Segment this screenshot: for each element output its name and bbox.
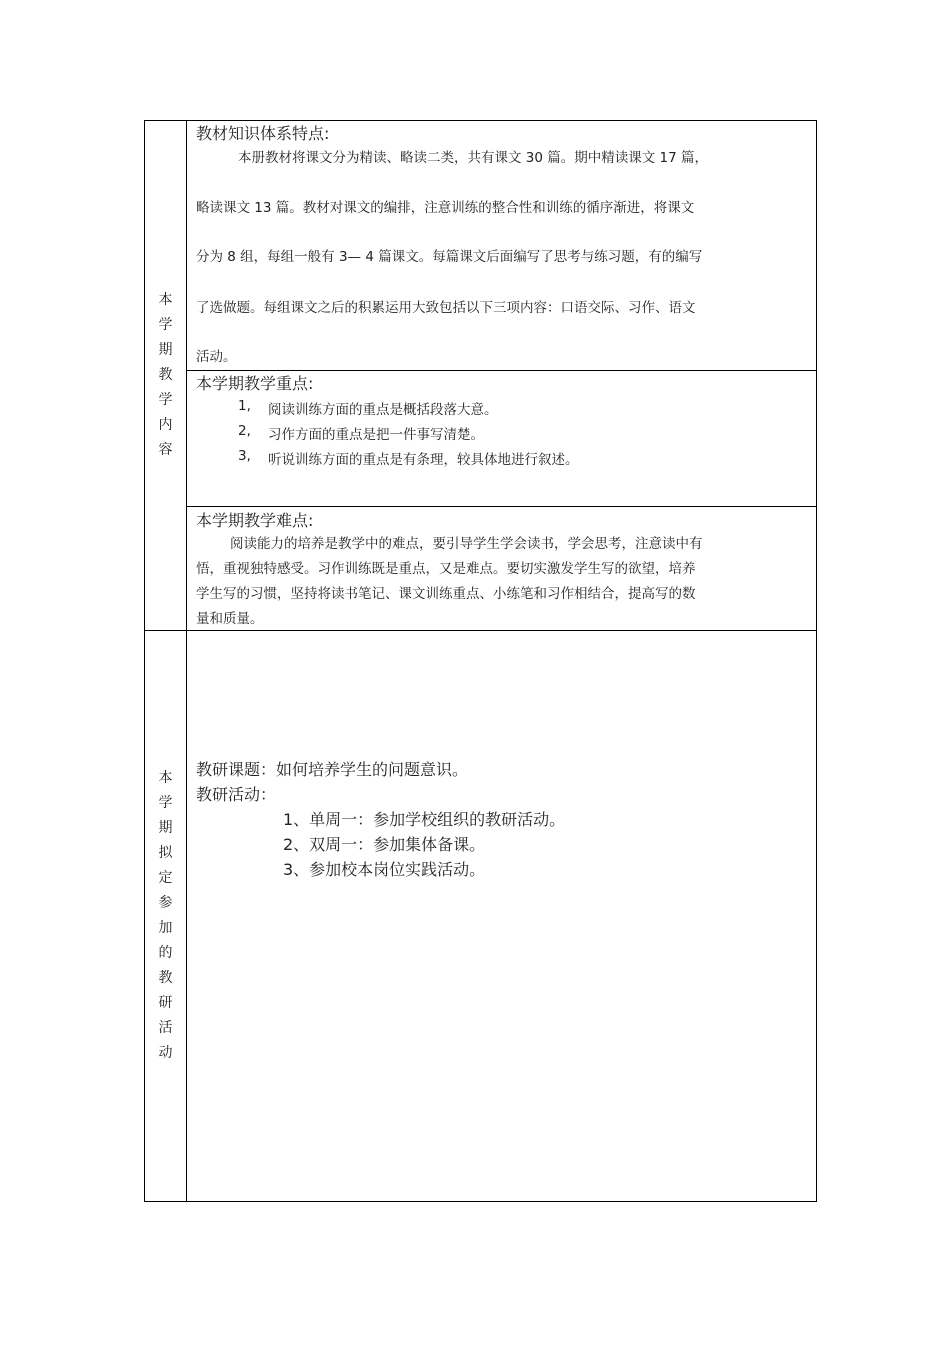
key-point-text: 阅读训练方面的重点是概括段落大意。 [268, 402, 498, 418]
key-point-text: 听说训练方面的重点是有条理，较具体地进行叙述。 [268, 452, 579, 468]
key-point-number: 1, [238, 398, 251, 414]
section2-label-char: 加 [158, 920, 173, 936]
section2-label-char: 参 [158, 895, 173, 911]
difficulties-line: 量和质量。 [196, 611, 264, 627]
key-points-heading: 本学期教学重点: [196, 374, 314, 393]
features-line: 活动。 [196, 349, 237, 365]
features-line: 本册教材将课文分为精读、略读二类，共有课文 30 篇。期中精读课文 17 篇， [238, 150, 709, 166]
section2-label-char: 定 [158, 870, 173, 886]
section1-label-char: 学 [158, 317, 173, 333]
section1-label-char: 期 [158, 342, 173, 358]
row-divider [145, 630, 817, 631]
features-line: 了选做题。每组课文之后的积累运用大致包括以下三项内容：口语交际、习作、语文 [196, 300, 696, 316]
plan-table [144, 120, 817, 1202]
research-activity-item: 2、双周一：参加集体备课。 [283, 835, 486, 854]
section2-label-char: 期 [158, 820, 173, 836]
section2-label-char: 拟 [158, 845, 173, 861]
features-line: 略读课文 13 篇。教材对课文的编排，注意训练的整合性和训练的循序渐进，将课文 [196, 200, 695, 216]
features-line: 分为 8 组，每组一般有 3— 4 篇课文。每篇课文后面编写了思考与练习题，有的编写 [196, 249, 703, 265]
section1-label-char: 学 [158, 392, 173, 408]
research-activity-item: 3、参加校本岗位实践活动。 [283, 860, 486, 879]
section1-label-char: 本 [158, 292, 173, 308]
difficulties-line: 学生写的习惯，坚持将读书笔记、课文训练重点、小练笔和习作相结合，提高写的数 [196, 586, 696, 602]
divider [187, 506, 817, 507]
key-point-number: 2, [238, 423, 251, 439]
key-point-number: 3, [238, 448, 251, 464]
section1-label-char: 内 [158, 417, 173, 433]
section2-label [145, 630, 187, 1202]
section1-label-char: 容 [158, 442, 173, 458]
research-activity-item: 1、单周一：参加学校组织的教研活动。 [283, 810, 566, 829]
section2-label-char: 本 [158, 770, 173, 786]
section2-label-char: 学 [158, 795, 173, 811]
section2-label-char: 研 [158, 995, 173, 1011]
research-topic: 教研课题：如何培养学生的问题意识。 [196, 760, 469, 779]
features-heading: 教材知识体系特点: [196, 124, 330, 143]
research-activities-heading: 教研活动： [196, 785, 277, 804]
section2-label-char: 的 [158, 945, 173, 961]
section2-label-char: 教 [158, 970, 173, 986]
difficulties-heading: 本学期教学难点: [196, 511, 314, 530]
section1-label [145, 121, 187, 630]
difficulties-line: 悟，重视独特感受。习作训练既是重点，又是难点。要切实激发学生写的欲望，培养 [196, 561, 696, 577]
difficulties-line: 阅读能力的培养是教学中的难点，要引导学生学会读书，学会思考，注意读中有 [230, 536, 703, 552]
key-point-text: 习作方面的重点是把一件事写清楚。 [268, 427, 484, 443]
section1-label-char: 教 [158, 367, 173, 383]
section2-label-char: 动 [158, 1045, 173, 1061]
section2-label-char: 活 [158, 1020, 173, 1036]
